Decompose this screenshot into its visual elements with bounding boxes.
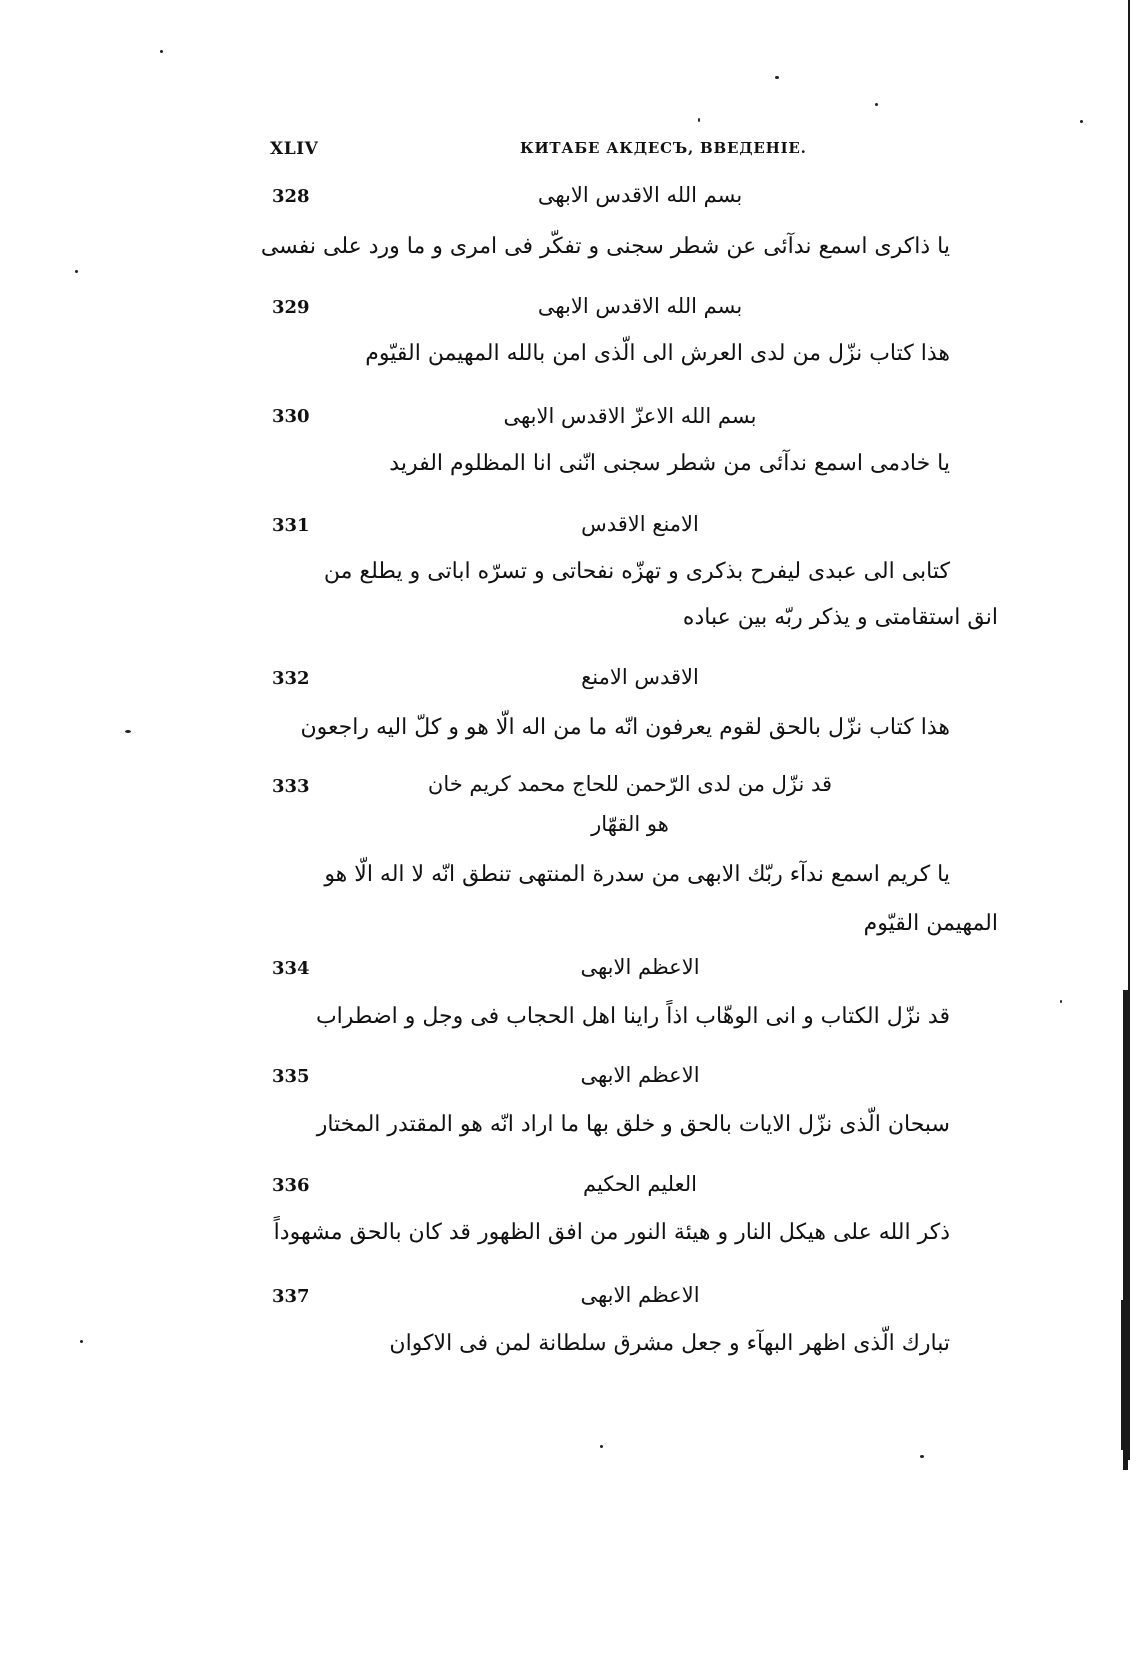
entry-text-line: هذا کتاب نزّل من لدی العرش الی الّذی امن بالله المهیمن القیّوم	[365, 341, 950, 366]
binding-edge	[1128, 0, 1130, 1460]
entry-text-line: قد نزّل الکتاب و انی الوهّاب اذاً راینا اهل الحجاب فی وجل و اضطراب	[315, 1004, 950, 1029]
entry-number: 335	[272, 1066, 310, 1087]
scan-speck	[600, 1445, 603, 1448]
entry-number: 337	[272, 1286, 310, 1307]
scan-speck	[875, 103, 878, 106]
entry-number: 330	[272, 406, 310, 427]
scan-speck	[75, 270, 78, 273]
entry-heading: بسم الله الاقدس الابهی	[537, 183, 743, 207]
entry-text-line: سبحان الّذی نزّل الایات بالحق و خلق بها ما اراد انّه هو المقتدر المختار	[316, 1112, 950, 1137]
entry-text-line: یا کریم اسمع ندآء ربّك الابهی من سدرة المنتهی تنطق انّه لا اله الّا هو	[324, 862, 950, 887]
entry-text-line: یا خادمی اسمع ندآئی من شطر سجنی انّنی انا المظلوم الفرید	[389, 451, 950, 476]
scan-speck	[125, 730, 131, 733]
entry-text-line: ذکر الله علی هیکل النار و هیئة النور من افق الظهور قد کان بالحق مشهوداً	[273, 1220, 950, 1245]
entry-heading: الامنع الاقدس	[581, 512, 699, 536]
entry-number: 329	[272, 297, 310, 318]
entry-heading: الاعظم الابهی	[580, 955, 700, 979]
running-title: КИТАБЕ АКДЕСЪ, ВВЕДЕНІЕ.	[520, 139, 807, 157]
entry-number: 328	[272, 186, 310, 207]
entry-heading: الاقدس الامنع	[581, 665, 699, 689]
entry-text-line: انق استقامتی و یذکر ربّه بین عباده	[682, 605, 998, 630]
entry-heading: بسم الله الاقدس الابهی	[537, 294, 743, 318]
scan-speck	[1060, 1000, 1062, 1003]
entry-text-line: یا ذاکری اسمع ندآئی عن شطر سجنی و تفکّر فی امری و ما ورد علی نفسی	[260, 234, 950, 259]
entry-number: 333	[272, 776, 310, 797]
entry-heading: الاعظم الابهی	[580, 1283, 700, 1307]
scan-speck	[1080, 120, 1083, 123]
entry-text-line: تبارك الّذی اظهر البهآء و جعل مشرق سلطانة لمن فی الاکوان	[389, 1331, 950, 1356]
scan-speck	[920, 1455, 924, 1458]
entry-text-line: المهیمن القیّوم	[863, 911, 998, 936]
entry-heading: قد نزّل من لدی الرّحمن للحاج محمد کریم خان	[427, 772, 833, 796]
scan-speck	[698, 118, 700, 122]
entry-number: 336	[272, 1175, 310, 1196]
entry-number: 331	[272, 515, 310, 536]
scan-speck	[160, 50, 163, 53]
entry-heading: الاعظم الابهی	[580, 1063, 700, 1087]
entry-text-line: هذا کتاب نزّل بالحق لقوم یعرفون انّه ما من اله الّا هو و کلّ الیه راجعون	[300, 715, 950, 740]
entry-number: 334	[272, 958, 310, 979]
scan-speck	[775, 76, 779, 79]
entry-heading: العلیم الحکیم	[582, 1172, 697, 1196]
entry-subheading: هو القهّار	[591, 812, 669, 836]
entry-text-line: کتابی الی عبدی لیفرح بذکری و تهزّه نفحاتی و تسرّه اباتی و یطلع من	[323, 559, 950, 584]
entry-number: 332	[272, 668, 310, 689]
entry-heading: بسم الله الاعزّ الاقدس الابهی	[503, 404, 757, 428]
binding-edge-mark	[1121, 1300, 1128, 1450]
scan-speck	[80, 1340, 83, 1343]
page-number: XLIV	[270, 139, 319, 159]
